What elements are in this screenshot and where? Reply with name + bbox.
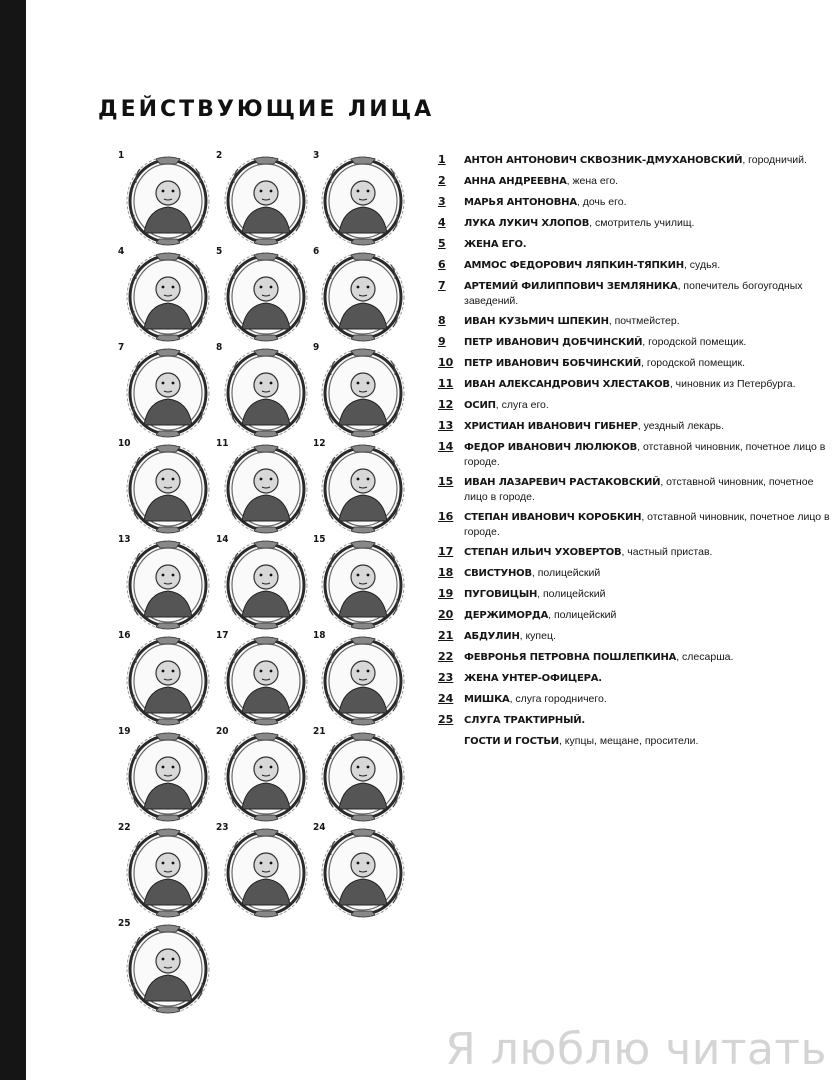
cast-number: 2: [438, 174, 446, 187]
portrait-number: 3: [313, 150, 320, 161]
cast-number: 13: [438, 419, 454, 432]
cast-number: 21: [438, 629, 454, 642]
cast-description: , купец.: [519, 630, 556, 642]
cast-description: , почтмейстер.: [608, 315, 680, 327]
cast-text: [464, 356, 833, 371]
portrait-15: [313, 534, 411, 633]
portrait-frame-icon: [118, 633, 216, 729]
cast-name: ИВАН КУЗЬМИЧ ШПЕКИН: [464, 316, 609, 327]
cast-description: , городской помещик.: [642, 336, 747, 348]
portrait-frame-icon: [216, 633, 314, 729]
cast-item: [438, 237, 833, 252]
portrait-4: [118, 246, 216, 345]
portrait-number: 24: [313, 822, 326, 833]
cast-number: 17: [438, 545, 454, 558]
cast-list: [438, 153, 833, 755]
portrait-number: 17: [216, 630, 229, 641]
cast-name: АБДУЛИН: [464, 631, 520, 642]
cast-text: [464, 195, 833, 210]
portrait-frame-icon: [216, 153, 314, 249]
cast-text: [464, 174, 833, 189]
cast-description: , жена его.: [566, 175, 619, 187]
cast-item: [438, 692, 833, 707]
cast-item: [438, 440, 833, 469]
cast-text: [464, 650, 833, 665]
cast-number: 16: [438, 510, 454, 523]
cast-name: ИВАН ЛАЗАРЕВИЧ РАСТАКОВСКИЙ: [464, 477, 661, 488]
cast-description: , смотритель училищ.: [589, 217, 695, 229]
portrait-22: [118, 822, 216, 921]
cast-text: [464, 398, 833, 413]
cast-item: [438, 377, 833, 392]
cast-description: , отставной чиновник, почетное лицо в городе.: [464, 511, 830, 538]
portrait-frame-icon: [216, 825, 314, 921]
cast-item: [438, 356, 833, 371]
cast-number: 20: [438, 608, 454, 621]
portrait-24: [313, 822, 411, 921]
portrait-number: 2: [216, 150, 223, 161]
cast-item: [438, 510, 833, 539]
cast-text: [464, 692, 833, 707]
cast-name: ГОСТИ И ГОСТЬИ: [464, 736, 559, 747]
portrait-grid: [0, 0, 430, 1040]
cast-text: [464, 510, 833, 539]
portrait-number: 22: [118, 822, 131, 833]
portrait-1: [118, 150, 216, 249]
portrait-frame-icon: [313, 633, 411, 729]
portrait-number: 21: [313, 726, 326, 737]
portrait-number: 18: [313, 630, 326, 641]
cast-text: [464, 314, 833, 329]
cast-name: ХРИСТИАН ИВАНОВИЧ ГИБНЕР: [464, 421, 638, 432]
cast-text: [464, 713, 833, 728]
portrait-frame-icon: [313, 441, 411, 537]
cast-description: , городничий.: [742, 154, 807, 166]
portrait-frame-icon: [313, 249, 411, 345]
cast-text: [464, 335, 833, 350]
portrait-25: [118, 918, 216, 1017]
cast-name: ЖЕНА УНТЕР-ОФИЦЕРА.: [464, 673, 602, 684]
portrait-20: [216, 726, 314, 825]
portrait-number: 16: [118, 630, 131, 641]
cast-number: 15: [438, 475, 454, 488]
cast-item: [438, 587, 833, 602]
cast-item: [438, 398, 833, 413]
cast-text: [464, 566, 833, 581]
cast-text: [464, 216, 833, 231]
cast-number: 3: [438, 195, 446, 208]
cast-name: СТЕПАН ИЛЬИЧ УХОВЕРТОВ: [464, 547, 622, 558]
cast-description: , отставной чиновник, почетное лицо в городе.: [464, 476, 814, 503]
cast-item: [438, 314, 833, 329]
cast-name: ПУГОВИЦЫН: [464, 589, 538, 600]
portrait-2: [216, 150, 314, 249]
portrait-number: 13: [118, 534, 131, 545]
cast-description: , полицейский: [548, 609, 617, 621]
portrait-8: [216, 342, 314, 441]
cast-number: 6: [438, 258, 446, 271]
cast-text: [464, 153, 833, 168]
cast-description: , городской помещик.: [641, 357, 746, 369]
cast-text: [464, 608, 833, 623]
cast-item: [438, 650, 833, 665]
portrait-number: 25: [118, 918, 131, 929]
cast-description: , купцы, мещане, просители.: [558, 735, 699, 747]
cast-description: , слуга его.: [495, 399, 549, 411]
cast-name: АНТОН АНТОНОВИЧ СКВОЗНИК-ДМУХАНОВСКИЙ: [464, 155, 743, 166]
cast-name: ЖЕНА ЕГО.: [464, 239, 527, 250]
cast-text: [464, 237, 833, 252]
portrait-number: 15: [313, 534, 326, 545]
portrait-23: [216, 822, 314, 921]
portrait-12: [313, 438, 411, 537]
portrait-frame-icon: [313, 537, 411, 633]
portrait-7: [118, 342, 216, 441]
cast-item: [438, 153, 833, 168]
portrait-6: [313, 246, 411, 345]
cast-name: АММОС ФЕДОРОВИЧ ЛЯПКИН-ТЯПКИН: [464, 260, 684, 271]
cast-number: 8: [438, 314, 446, 327]
portrait-number: 6: [313, 246, 320, 257]
cast-text: [464, 587, 833, 602]
cast-item: [438, 566, 833, 581]
portrait-number: 19: [118, 726, 131, 737]
cast-number: 9: [438, 335, 446, 348]
portrait-number: 8: [216, 342, 223, 353]
cast-description: , отставной чиновник, почетное лицо в городе.: [464, 441, 826, 468]
cast-description: , частный пристав.: [621, 546, 713, 558]
cast-name: МАРЬЯ АНТОНОВНА: [464, 197, 577, 208]
cast-name: ОСИП: [464, 400, 496, 411]
cast-item: [438, 671, 833, 686]
portrait-frame-icon: [216, 441, 314, 537]
cast-number: 22: [438, 650, 454, 663]
cast-item: [438, 475, 833, 504]
portrait-number: 4: [118, 246, 125, 257]
portrait-number: 11: [216, 438, 229, 449]
cast-description: , попечитель богоугодных заведений.: [464, 280, 803, 307]
portrait-number: 14: [216, 534, 229, 545]
cast-description: , слуга городничего.: [509, 693, 607, 705]
cast-name: ФЕВРОНЬЯ ПЕТРОВНА ПОШЛЕПКИНА: [464, 652, 677, 663]
cast-name: СВИСТУНОВ: [464, 568, 532, 579]
portrait-frame-icon: [313, 345, 411, 441]
portrait-11: [216, 438, 314, 537]
cast-item: [438, 713, 833, 728]
portrait-9: [313, 342, 411, 441]
cast-number: 11: [438, 377, 454, 390]
portrait-number: 7: [118, 342, 125, 353]
portrait-frame-icon: [118, 537, 216, 633]
cast-name: ПЕТР ИВАНОВИЧ БОБЧИНСКИЙ: [464, 358, 642, 369]
cast-description: , полицейский: [537, 588, 606, 600]
cast-item: [438, 629, 833, 644]
cast-number: 24: [438, 692, 454, 705]
cast-item: [438, 279, 833, 308]
portrait-frame-icon: [216, 729, 314, 825]
cast-description: , полицейский: [531, 567, 601, 579]
cast-item: [438, 608, 833, 623]
portrait-number: 23: [216, 822, 229, 833]
watermark: Я люблю читать: [445, 1024, 827, 1075]
cast-number: 4: [438, 216, 446, 229]
portrait-frame-icon: [313, 825, 411, 921]
cast-name: МИШКА: [464, 694, 510, 705]
cast-text: [464, 279, 833, 308]
portrait-frame-icon: [118, 153, 216, 249]
cast-number: 7: [438, 279, 446, 292]
portrait-5: [216, 246, 314, 345]
portrait-17: [216, 630, 314, 729]
cast-number: 19: [438, 587, 454, 600]
portrait-frame-icon: [118, 921, 216, 1017]
cast-text: [464, 258, 833, 273]
cast-item: [438, 419, 833, 434]
cast-description: , слесарша.: [676, 651, 734, 663]
portrait-frame-icon: [216, 537, 314, 633]
cast-description: , уездный лекарь.: [637, 420, 725, 432]
portrait-18: [313, 630, 411, 729]
portrait-number: 12: [313, 438, 326, 449]
portrait-frame-icon: [216, 249, 314, 345]
cast-item: [438, 216, 833, 231]
portrait-13: [118, 534, 216, 633]
cast-item: [438, 195, 833, 210]
portrait-number: 9: [313, 342, 320, 353]
cast-name: ПЕТР ИВАНОВИЧ ДОБЧИНСКИЙ: [464, 337, 643, 348]
cast-text: [464, 377, 833, 392]
cast-item: [438, 258, 833, 273]
cast-number: 12: [438, 398, 454, 411]
portrait-frame-icon: [118, 729, 216, 825]
cast-item: [438, 335, 833, 350]
cast-number: 14: [438, 440, 454, 453]
cast-name: ЛУКА ЛУКИЧ ХЛОПОВ: [464, 218, 590, 229]
cast-name: ФЕДОР ИВАНОВИЧ ЛЮЛЮКОВ: [464, 442, 638, 453]
cast-name: АННА АНДРЕЕВНА: [464, 176, 567, 187]
portrait-frame-icon: [118, 441, 216, 537]
cast-name: СТЕПАН ИВАНОВИЧ КОРОБКИН: [464, 512, 642, 523]
portrait-frame-icon: [118, 249, 216, 345]
portrait-frame-icon: [118, 345, 216, 441]
cast-number: 5: [438, 237, 446, 250]
cast-item: [438, 734, 833, 749]
portrait-number: 1: [118, 150, 125, 161]
cast-number: 23: [438, 671, 454, 684]
cast-text: [464, 419, 833, 434]
cast-number: 1: [438, 153, 446, 166]
cast-text: [464, 440, 833, 469]
cast-text: [464, 629, 833, 644]
portrait-14: [216, 534, 314, 633]
cast-text: [464, 671, 833, 686]
cast-name: АРТЕМИЙ ФИЛИППОВИЧ ЗЕМЛЯНИКА: [464, 281, 678, 292]
cast-name: ДЕРЖИМОРДА: [464, 610, 549, 621]
portrait-19: [118, 726, 216, 825]
portrait-21: [313, 726, 411, 825]
cast-description: , чиновник из Петербурга.: [669, 378, 796, 390]
cast-name: СЛУГА ТРАКТИРНЫЙ.: [464, 715, 586, 726]
portrait-frame-icon: [313, 153, 411, 249]
portrait-10: [118, 438, 216, 537]
cast-number: 18: [438, 566, 454, 579]
cast-description: , дочь его.: [576, 196, 627, 208]
cast-text: [464, 545, 833, 560]
page-title: ДЕЙСТВУЮЩИЕ ЛИЦА: [98, 97, 435, 122]
portrait-frame-icon: [216, 345, 314, 441]
cast-name: ИВАН АЛЕКСАНДРОВИЧ ХЛЕСТАКОВ: [464, 379, 670, 390]
cast-number: 25: [438, 713, 454, 726]
cast-description: , судья.: [683, 259, 721, 271]
cast-item: [438, 174, 833, 189]
cast-text: [464, 734, 833, 749]
portrait-number: 5: [216, 246, 223, 257]
portrait-number: 10: [118, 438, 131, 449]
portrait-frame-icon: [118, 825, 216, 921]
cast-number: 10: [438, 356, 454, 369]
portrait-16: [118, 630, 216, 729]
portrait-3: [313, 150, 411, 249]
portrait-number: 20: [216, 726, 229, 737]
cast-item: [438, 545, 833, 560]
cast-text: [464, 475, 833, 504]
portrait-frame-icon: [313, 729, 411, 825]
